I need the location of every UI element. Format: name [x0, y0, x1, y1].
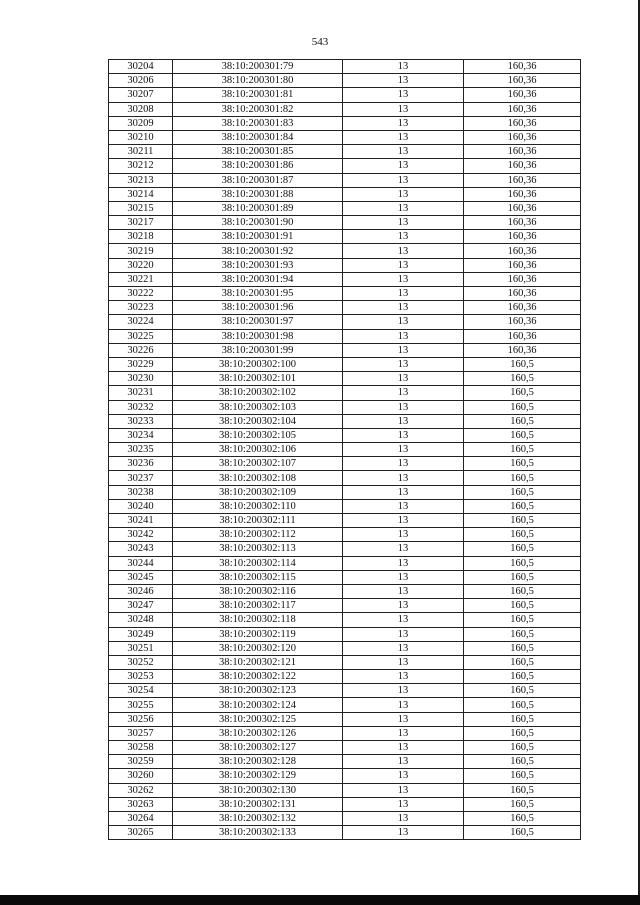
value-cell: 160,5: [464, 769, 581, 783]
record-number-cell: 30214: [109, 187, 173, 201]
table-row: [109, 741, 581, 755]
count-cell: 13: [343, 116, 464, 130]
record-number-cell: 30207: [109, 88, 173, 102]
value-cell: 160,5: [464, 684, 581, 698]
value-cell: 160,5: [464, 428, 581, 442]
count-cell: 13: [343, 428, 464, 442]
cadastral-number-cell: 38:10:200302:127: [173, 741, 343, 755]
value-cell: 160,36: [464, 102, 581, 116]
record-number-cell: 30238: [109, 485, 173, 499]
table-row: [109, 726, 581, 740]
table-row: [109, 599, 581, 613]
cadastral-number-cell: 38:10:200302:112: [173, 528, 343, 542]
cadastral-number-cell: 38:10:200302:129: [173, 769, 343, 783]
value-cell: 160,36: [464, 343, 581, 357]
page-number: 543: [311, 36, 329, 48]
table-row: [109, 811, 581, 825]
record-number-cell: 30248: [109, 613, 173, 627]
cadastral-number-cell: 38:10:200301:85: [173, 145, 343, 159]
value-cell: 160,36: [464, 74, 581, 88]
table-row: [109, 187, 581, 201]
record-number-cell: 30265: [109, 826, 173, 840]
record-number-cell: 30229: [109, 357, 173, 371]
table-row: [109, 201, 581, 215]
record-number-cell: 30245: [109, 570, 173, 584]
table-row: [109, 60, 581, 74]
cadastral-number-cell: 38:10:200301:96: [173, 301, 343, 315]
cadastral-number-cell: 38:10:200301:90: [173, 216, 343, 230]
table-row: [109, 670, 581, 684]
table-row: [109, 570, 581, 584]
cadastral-number-cell: 38:10:200301:93: [173, 258, 343, 272]
record-number-cell: 30211: [109, 145, 173, 159]
record-number-cell: 30235: [109, 443, 173, 457]
cadastral-number-cell: 38:10:200301:83: [173, 116, 343, 130]
count-cell: 13: [343, 145, 464, 159]
value-cell: 160,5: [464, 499, 581, 513]
count-cell: 13: [343, 216, 464, 230]
cadastral-number-cell: 38:10:200302:108: [173, 471, 343, 485]
count-cell: 13: [343, 102, 464, 116]
table-row: [109, 216, 581, 230]
value-cell: 160,36: [464, 258, 581, 272]
table-row: [109, 74, 581, 88]
count-cell: 13: [343, 542, 464, 556]
count-cell: 13: [343, 414, 464, 428]
count-cell: 13: [343, 797, 464, 811]
cadastral-number-cell: 38:10:200301:81: [173, 88, 343, 102]
record-number-cell: 30254: [109, 684, 173, 698]
value-cell: 160,36: [464, 201, 581, 215]
count-cell: 13: [343, 641, 464, 655]
count-cell: 13: [343, 201, 464, 215]
record-number-cell: 30232: [109, 400, 173, 414]
table-row: [109, 230, 581, 244]
cadastral-number-cell: 38:10:200302:106: [173, 443, 343, 457]
table-row: [109, 343, 581, 357]
record-number-cell: 30222: [109, 287, 173, 301]
record-number-cell: 30243: [109, 542, 173, 556]
record-number-cell: 30233: [109, 414, 173, 428]
table-row: [109, 102, 581, 116]
value-cell: 160,5: [464, 400, 581, 414]
record-number-cell: 30259: [109, 755, 173, 769]
record-number-cell: 30219: [109, 244, 173, 258]
cadastral-number-cell: 38:10:200301:92: [173, 244, 343, 258]
record-number-cell: 30231: [109, 386, 173, 400]
value-cell: 160,5: [464, 641, 581, 655]
count-cell: 13: [343, 485, 464, 499]
value-cell: 160,36: [464, 88, 581, 102]
cadastral-number-cell: 38:10:200302:124: [173, 698, 343, 712]
record-number-cell: 30244: [109, 556, 173, 570]
value-cell: 160,36: [464, 244, 581, 258]
cadastral-number-cell: 38:10:200301:95: [173, 287, 343, 301]
record-number-cell: 30255: [109, 698, 173, 712]
count-cell: 13: [343, 783, 464, 797]
scan-bottom-bar: [0, 895, 640, 905]
table-row: [109, 684, 581, 698]
table-row: [109, 542, 581, 556]
value-cell: 160,5: [464, 584, 581, 598]
count-cell: 13: [343, 655, 464, 669]
cadastral-number-cell: 38:10:200302:120: [173, 641, 343, 655]
table-row: [109, 116, 581, 130]
table-row: [109, 372, 581, 386]
table-row: [109, 613, 581, 627]
count-cell: 13: [343, 74, 464, 88]
table-row: [109, 485, 581, 499]
record-number-cell: 30217: [109, 216, 173, 230]
count-cell: 13: [343, 315, 464, 329]
record-number-cell: 30221: [109, 272, 173, 286]
cadastral-number-cell: 38:10:200301:87: [173, 173, 343, 187]
cadastral-number-cell: 38:10:200302:103: [173, 400, 343, 414]
table-row: [109, 400, 581, 414]
cadastral-number-cell: 38:10:200301:82: [173, 102, 343, 116]
count-cell: 13: [343, 599, 464, 613]
table-row: [109, 315, 581, 329]
record-number-cell: 30242: [109, 528, 173, 542]
record-number-cell: 30204: [109, 60, 173, 74]
record-number-cell: 30218: [109, 230, 173, 244]
record-number-cell: 30240: [109, 499, 173, 513]
value-cell: 160,5: [464, 712, 581, 726]
count-cell: 13: [343, 471, 464, 485]
table-row: [109, 272, 581, 286]
value-cell: 160,5: [464, 471, 581, 485]
count-cell: 13: [343, 287, 464, 301]
table-row: [109, 357, 581, 371]
count-cell: 13: [343, 811, 464, 825]
cadastral-number-cell: 38:10:200302:117: [173, 599, 343, 613]
value-cell: 160,36: [464, 130, 581, 144]
count-cell: 13: [343, 769, 464, 783]
cadastral-number-cell: 38:10:200302:131: [173, 797, 343, 811]
count-cell: 13: [343, 258, 464, 272]
count-cell: 13: [343, 301, 464, 315]
cadastral-number-cell: 38:10:200302:130: [173, 783, 343, 797]
table-row: [109, 258, 581, 272]
table-row: [109, 145, 581, 159]
value-cell: 160,5: [464, 528, 581, 542]
record-number-cell: 30257: [109, 726, 173, 740]
value-cell: 160,36: [464, 159, 581, 173]
table-row: [109, 457, 581, 471]
cadastral-number-cell: 38:10:200301:79: [173, 60, 343, 74]
cadastral-number-cell: 38:10:200302:126: [173, 726, 343, 740]
count-cell: 13: [343, 357, 464, 371]
record-number-cell: 30256: [109, 712, 173, 726]
count-cell: 13: [343, 514, 464, 528]
value-cell: 160,5: [464, 372, 581, 386]
table-row: [109, 159, 581, 173]
count-cell: 13: [343, 627, 464, 641]
count-cell: 13: [343, 528, 464, 542]
cadastral-number-cell: 38:10:200302:101: [173, 372, 343, 386]
table-row: [109, 627, 581, 641]
cadastral-number-cell: 38:10:200302:132: [173, 811, 343, 825]
count-cell: 13: [343, 726, 464, 740]
value-cell: 160,5: [464, 414, 581, 428]
count-cell: 13: [343, 457, 464, 471]
count-cell: 13: [343, 613, 464, 627]
value-cell: 160,36: [464, 60, 581, 74]
count-cell: 13: [343, 670, 464, 684]
record-number-cell: 30208: [109, 102, 173, 116]
value-cell: 160,5: [464, 726, 581, 740]
table-row: [109, 584, 581, 598]
cadastral-number-cell: 38:10:200302:123: [173, 684, 343, 698]
record-number-cell: 30241: [109, 514, 173, 528]
value-cell: 160,5: [464, 443, 581, 457]
cadastral-number-cell: 38:10:200302:105: [173, 428, 343, 442]
record-number-cell: 30234: [109, 428, 173, 442]
table-row: [109, 755, 581, 769]
table-row: [109, 556, 581, 570]
record-number-cell: 30260: [109, 769, 173, 783]
value-cell: 160,5: [464, 783, 581, 797]
value-cell: 160,36: [464, 145, 581, 159]
table-row: [109, 414, 581, 428]
cadastral-number-cell: 38:10:200302:114: [173, 556, 343, 570]
value-cell: 160,36: [464, 315, 581, 329]
value-cell: 160,5: [464, 613, 581, 627]
count-cell: 13: [343, 173, 464, 187]
record-number-cell: 30210: [109, 130, 173, 144]
record-number-cell: 30209: [109, 116, 173, 130]
record-number-cell: 30253: [109, 670, 173, 684]
registry-table-container: [108, 59, 580, 840]
value-cell: 160,5: [464, 485, 581, 499]
record-number-cell: 30251: [109, 641, 173, 655]
table-row: [109, 301, 581, 315]
record-number-cell: 30215: [109, 201, 173, 215]
value-cell: 160,5: [464, 826, 581, 840]
table-row: [109, 769, 581, 783]
value-cell: 160,5: [464, 797, 581, 811]
table-row: [109, 528, 581, 542]
cadastral-number-cell: 38:10:200301:84: [173, 130, 343, 144]
cadastral-number-cell: 38:10:200301:97: [173, 315, 343, 329]
cadastral-number-cell: 38:10:200301:91: [173, 230, 343, 244]
record-number-cell: 30220: [109, 258, 173, 272]
value-cell: 160,36: [464, 329, 581, 343]
registry-table: [108, 59, 581, 840]
registry-table-body: [109, 60, 581, 840]
value-cell: 160,5: [464, 599, 581, 613]
count-cell: 13: [343, 272, 464, 286]
count-cell: 13: [343, 130, 464, 144]
cadastral-number-cell: 38:10:200302:115: [173, 570, 343, 584]
table-row: [109, 514, 581, 528]
count-cell: 13: [343, 499, 464, 513]
record-number-cell: 30252: [109, 655, 173, 669]
table-row: [109, 88, 581, 102]
cadastral-number-cell: 38:10:200301:86: [173, 159, 343, 173]
cadastral-number-cell: 38:10:200302:100: [173, 357, 343, 371]
value-cell: 160,5: [464, 811, 581, 825]
cadastral-number-cell: 38:10:200302:107: [173, 457, 343, 471]
cadastral-number-cell: 38:10:200302:125: [173, 712, 343, 726]
record-number-cell: 30230: [109, 372, 173, 386]
value-cell: 160,5: [464, 357, 581, 371]
count-cell: 13: [343, 400, 464, 414]
record-number-cell: 30213: [109, 173, 173, 187]
count-cell: 13: [343, 187, 464, 201]
record-number-cell: 30237: [109, 471, 173, 485]
count-cell: 13: [343, 386, 464, 400]
value-cell: 160,36: [464, 187, 581, 201]
record-number-cell: 30263: [109, 797, 173, 811]
value-cell: 160,36: [464, 216, 581, 230]
value-cell: 160,5: [464, 570, 581, 584]
cadastral-number-cell: 38:10:200301:98: [173, 329, 343, 343]
record-number-cell: 30246: [109, 584, 173, 598]
value-cell: 160,36: [464, 287, 581, 301]
value-cell: 160,5: [464, 741, 581, 755]
cadastral-number-cell: 38:10:200302:118: [173, 613, 343, 627]
table-row: [109, 655, 581, 669]
value-cell: 160,5: [464, 655, 581, 669]
record-number-cell: 30225: [109, 329, 173, 343]
cadastral-number-cell: 38:10:200302:128: [173, 755, 343, 769]
cadastral-number-cell: 38:10:200302:113: [173, 542, 343, 556]
record-number-cell: 30262: [109, 783, 173, 797]
value-cell: 160,5: [464, 514, 581, 528]
count-cell: 13: [343, 826, 464, 840]
cadastral-number-cell: 38:10:200301:80: [173, 74, 343, 88]
count-cell: 13: [343, 329, 464, 343]
record-number-cell: 30226: [109, 343, 173, 357]
table-row: [109, 173, 581, 187]
value-cell: 160,5: [464, 755, 581, 769]
count-cell: 13: [343, 372, 464, 386]
record-number-cell: 30264: [109, 811, 173, 825]
table-row: [109, 386, 581, 400]
count-cell: 13: [343, 230, 464, 244]
table-row: [109, 712, 581, 726]
value-cell: 160,36: [464, 301, 581, 315]
value-cell: 160,5: [464, 670, 581, 684]
cadastral-number-cell: 38:10:200302:111: [173, 514, 343, 528]
count-cell: 13: [343, 698, 464, 712]
value-cell: 160,36: [464, 272, 581, 286]
record-number-cell: 30212: [109, 159, 173, 173]
cadastral-number-cell: 38:10:200301:88: [173, 187, 343, 201]
table-row: [109, 329, 581, 343]
table-row: [109, 428, 581, 442]
table-row: [109, 797, 581, 811]
record-number-cell: 30258: [109, 741, 173, 755]
table-row: [109, 130, 581, 144]
table-row: [109, 698, 581, 712]
record-number-cell: 30223: [109, 301, 173, 315]
value-cell: 160,5: [464, 627, 581, 641]
count-cell: 13: [343, 159, 464, 173]
value-cell: 160,36: [464, 116, 581, 130]
table-row: [109, 244, 581, 258]
count-cell: 13: [343, 741, 464, 755]
count-cell: 13: [343, 244, 464, 258]
count-cell: 13: [343, 712, 464, 726]
table-row: [109, 499, 581, 513]
cadastral-number-cell: 38:10:200302:122: [173, 670, 343, 684]
value-cell: 160,5: [464, 386, 581, 400]
record-number-cell: 30247: [109, 599, 173, 613]
cadastral-number-cell: 38:10:200301:89: [173, 201, 343, 215]
cadastral-number-cell: 38:10:200302:104: [173, 414, 343, 428]
cadastral-number-cell: 38:10:200301:94: [173, 272, 343, 286]
value-cell: 160,36: [464, 173, 581, 187]
record-number-cell: 30206: [109, 74, 173, 88]
value-cell: 160,5: [464, 556, 581, 570]
cadastral-number-cell: 38:10:200302:133: [173, 826, 343, 840]
count-cell: 13: [343, 88, 464, 102]
table-row: [109, 826, 581, 840]
table-row: [109, 471, 581, 485]
count-cell: 13: [343, 584, 464, 598]
table-row: [109, 443, 581, 457]
table-row: [109, 783, 581, 797]
cadastral-number-cell: 38:10:200302:121: [173, 655, 343, 669]
record-number-cell: 30224: [109, 315, 173, 329]
count-cell: 13: [343, 443, 464, 457]
cadastral-number-cell: 38:10:200301:99: [173, 343, 343, 357]
record-number-cell: 30236: [109, 457, 173, 471]
count-cell: 13: [343, 570, 464, 584]
count-cell: 13: [343, 343, 464, 357]
count-cell: 13: [343, 60, 464, 74]
count-cell: 13: [343, 556, 464, 570]
value-cell: 160,36: [464, 230, 581, 244]
table-row: [109, 287, 581, 301]
cadastral-number-cell: 38:10:200302:116: [173, 584, 343, 598]
value-cell: 160,5: [464, 457, 581, 471]
value-cell: 160,5: [464, 698, 581, 712]
cadastral-number-cell: 38:10:200302:110: [173, 499, 343, 513]
table-row: [109, 641, 581, 655]
record-number-cell: 30249: [109, 627, 173, 641]
count-cell: 13: [343, 684, 464, 698]
cadastral-number-cell: 38:10:200302:119: [173, 627, 343, 641]
value-cell: 160,5: [464, 542, 581, 556]
cadastral-number-cell: 38:10:200302:102: [173, 386, 343, 400]
count-cell: 13: [343, 755, 464, 769]
cadastral-number-cell: 38:10:200302:109: [173, 485, 343, 499]
